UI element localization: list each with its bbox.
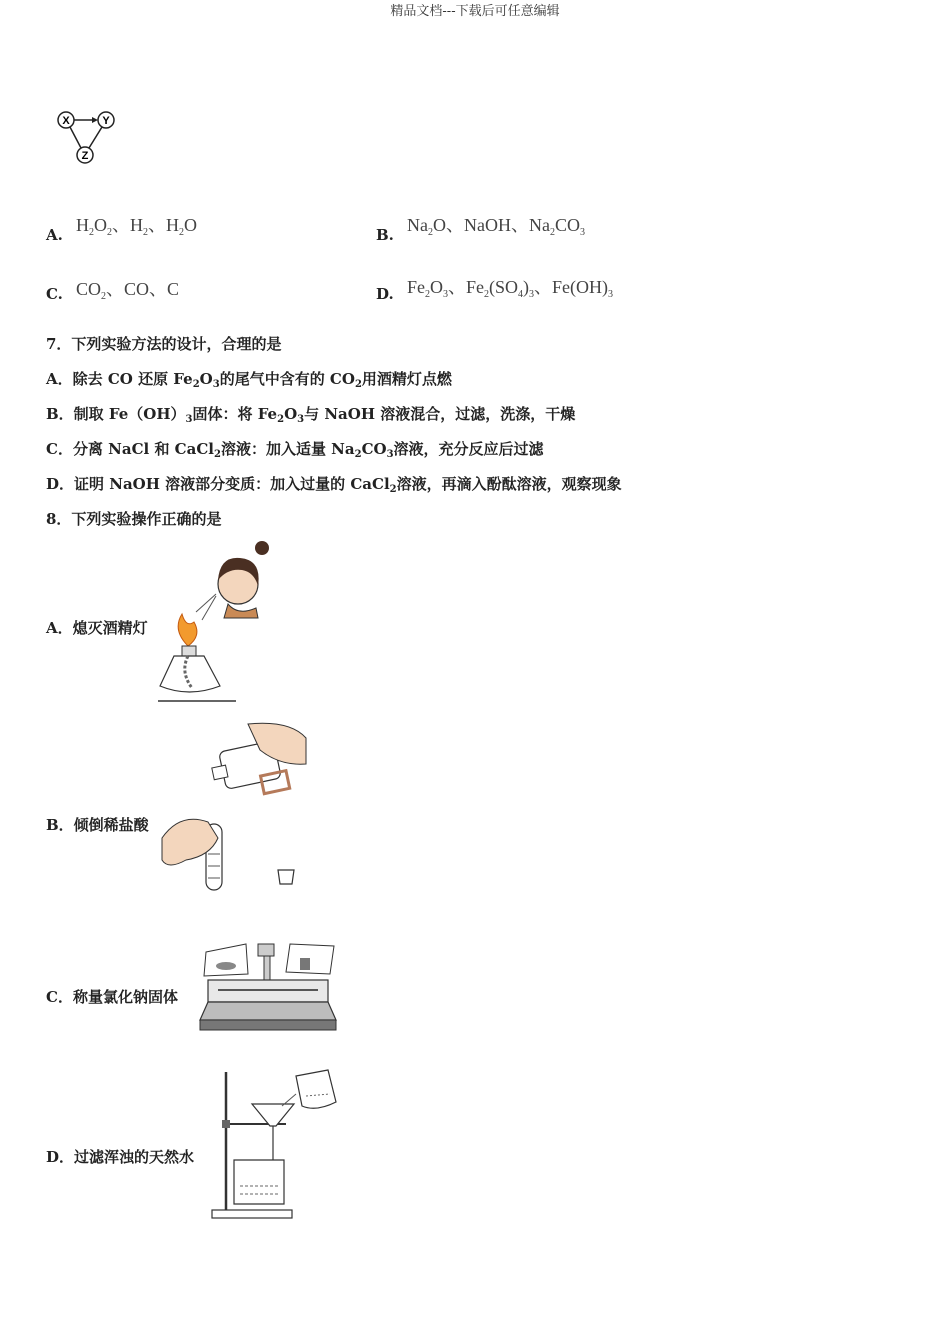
filtering-muddy-water-illustration — [210, 1066, 340, 1220]
q6-option-d-formula: $Fe_2O_3$、$Fe_2(SO_4)_3$、$Fe(OH)_3$ — [407, 277, 614, 300]
page-header: 精品文档---下载后可任意编辑 — [390, 4, 560, 19]
weighing-sodium-chloride-balance-illustration — [198, 940, 338, 1036]
q6-option-b-formula: $Na_2O$、NaOH、$Na_2CO_3$ — [407, 215, 585, 238]
q7-option-b: B．制取 $Fe(OH)_3$固体：将 $Fe_2O_3$与 NaOH 溶液混合，过滤，洗涤，干燥 — [46, 405, 576, 425]
q6-option-c-label: C. — [46, 285, 63, 303]
q6-option-a-formula: $H_2O_2$、$H_2$、$H_2O$ — [76, 215, 197, 238]
q8-option-c: C．称量氯化钠固体 — [46, 988, 178, 1006]
q8-stem: 8．下列实验操作正确的是 — [46, 510, 222, 528]
q6-option-c-formula: $CO_2$、CO、C — [76, 279, 180, 302]
q6-option-d-label: D. — [376, 285, 394, 303]
q6-option-b-label: B. — [376, 226, 394, 244]
node-y: Y — [102, 115, 110, 127]
q8-option-b: B．倾倒稀盐酸 — [46, 816, 149, 834]
q7-option-a: A．除去 CO 还原 $Fe_2O_3$的尾气中含有的 $CO_2$用酒精灯点燃 — [46, 370, 452, 390]
node-x: X — [62, 115, 70, 127]
cycle-diagram — [52, 108, 122, 168]
pouring-dilute-hydrochloric-acid-illustration — [160, 720, 306, 896]
q6-option-a-label: A. — [46, 226, 63, 244]
node-z: Z — [81, 150, 89, 162]
q7-option-c: C．分离 NaCl 和 CaCl$_2$溶液：加入适量 $Na_2CO_3$溶液，充分反应后过滤 — [46, 440, 544, 460]
q8-option-a: A．熄灭酒精灯 — [46, 619, 148, 637]
q7-option-d: D．证明 NaOH 溶液部分变质：加入过量的 CaCl$_2$溶液，再滴入酚酞溶液，观察现象 — [46, 475, 622, 495]
q7-stem: 7．下列实验方法的设计，合理的是 — [46, 335, 282, 353]
q8-option-d: D．过滤浑浊的天然水 — [46, 1148, 195, 1166]
blowing-out-alcohol-lamp-illustration — [158, 538, 270, 704]
